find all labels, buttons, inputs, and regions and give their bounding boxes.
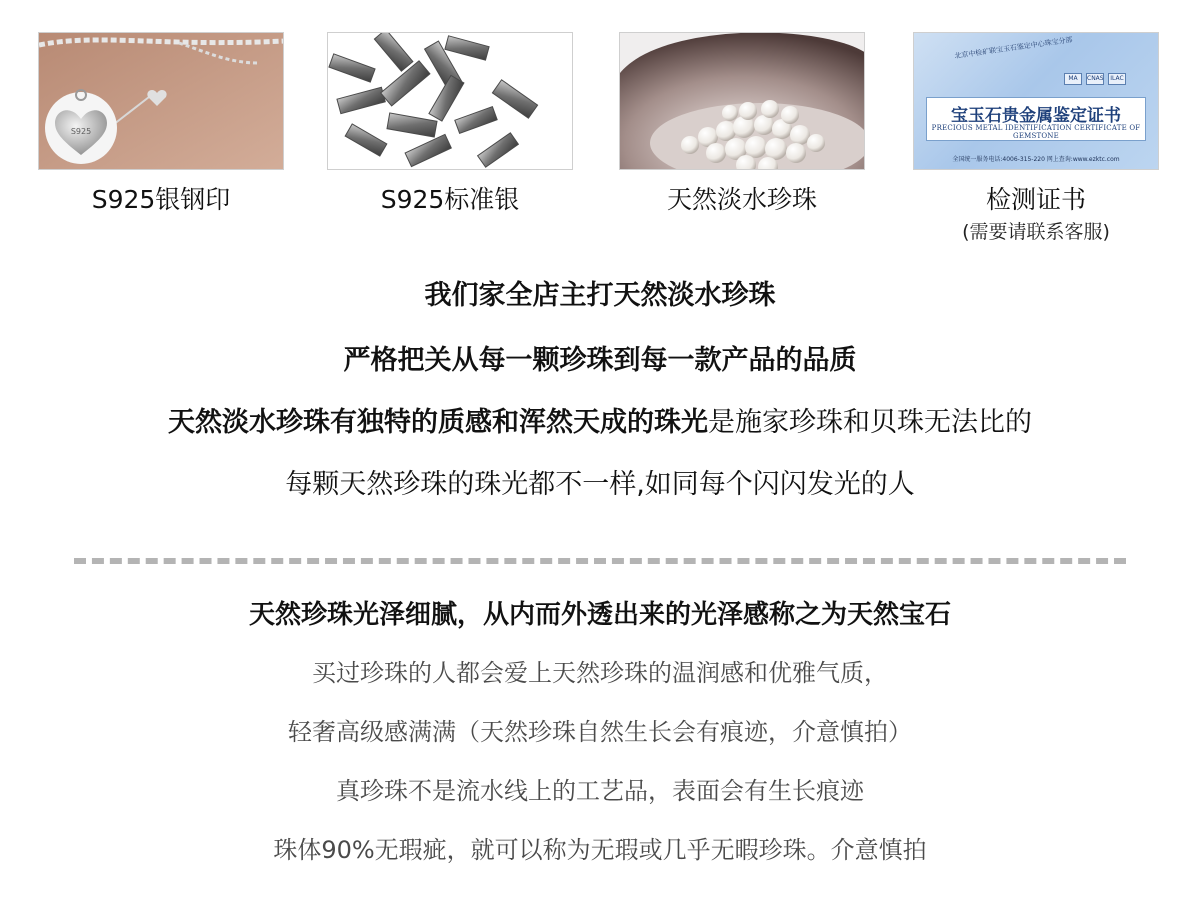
pearl-oyster-photo bbox=[619, 32, 865, 170]
intro-line-4: 每颗天然珍珠的珠光都不一样,如同每个闪闪发光的人 bbox=[285, 469, 915, 500]
certificate-issuer: 北京中检矿联宝玉石鉴定中心珠宝分部 bbox=[954, 35, 1073, 61]
silver-bars-illustration bbox=[328, 33, 573, 170]
intro-line-2: 严格把关从每一颗珍珠到每一款产品的品质 bbox=[343, 345, 857, 376]
feature-standard-silver bbox=[327, 32, 573, 216]
feature-silver-stamp bbox=[38, 32, 284, 216]
certificate-title: 宝玉石贵金属鉴定证书 bbox=[951, 106, 1121, 126]
feature-row bbox=[0, 0, 1200, 260]
outro-paragraph-2: 轻奢高级感满满（天然珍珠自然生长会有痕迹，介意慎拍） bbox=[288, 718, 912, 746]
outro-paragraph-1: 买过珍珠的人都会爱上天然珍珠的温润感和优雅气质， bbox=[312, 659, 888, 687]
caption-freshwater-pearls: 天然淡水珍珠 bbox=[666, 185, 817, 214]
silver-stamp-illustration bbox=[39, 33, 284, 170]
feature-freshwater-pearls bbox=[619, 32, 865, 216]
certificate-photo bbox=[913, 32, 1159, 170]
intro-section bbox=[0, 280, 1200, 501]
svg-text:S925: S925 bbox=[70, 127, 92, 136]
silver-bars-photo bbox=[327, 32, 573, 170]
intro-line-3-bold: 天然淡水珍珠有独特的质感和浑然天成的珠光 bbox=[168, 407, 708, 438]
outro-paragraph-4: 珠体90%无瑕疵，就可以称为无瑕或几乎无暇珍珠。介意慎拍 bbox=[273, 836, 927, 864]
caption-certificate: 检测证书 bbox=[985, 185, 1086, 214]
certificate-image bbox=[914, 33, 1158, 169]
certificate-title-en: PRECIOUS METAL IDENTIFICATION CERTIFICATE OF GEMSTONE bbox=[931, 124, 1141, 140]
pearl-oyster-illustration bbox=[620, 33, 865, 170]
ilac-logo: ILAC bbox=[1108, 73, 1126, 85]
caption-certificate-note: (需要请联系客服) bbox=[962, 221, 1110, 243]
caption-standard-silver: S925标准银 bbox=[380, 185, 520, 214]
intro-line-3-normal: 是施家珍珠和贝珠无法比的 bbox=[708, 407, 1032, 438]
dashed-divider bbox=[74, 558, 1126, 564]
cnas-logo: CNAS bbox=[1086, 73, 1104, 85]
intro-line-3 bbox=[0, 407, 1200, 439]
certificate-footer: 全国统一服务电话:4006-315-220 网上查询:www.ezktc.com bbox=[952, 156, 1120, 163]
cma-logo: MA bbox=[1064, 73, 1082, 85]
silver-stamp-photo bbox=[38, 32, 284, 170]
outro-heading: 天然珍珠光泽细腻，从内而外透出来的光泽感称之为天然宝石 bbox=[248, 600, 951, 630]
caption-silver-stamp: S925银钢印 bbox=[91, 185, 231, 214]
outro-section bbox=[0, 598, 1200, 865]
feature-certificate bbox=[913, 32, 1159, 244]
intro-line-1: 我们家全店主打天然淡水珍珠 bbox=[424, 280, 776, 311]
outro-paragraph-3: 真珍珠不是流水线上的工艺品，表面会有生长痕迹 bbox=[336, 777, 864, 805]
